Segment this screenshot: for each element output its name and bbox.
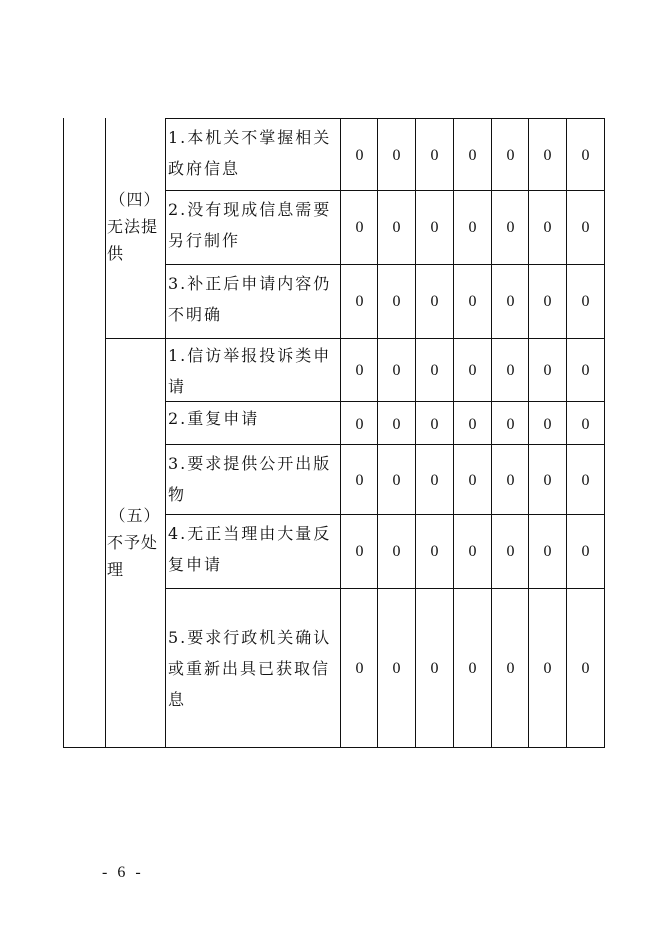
col-divider [165,118,166,748]
value-cell: 0 [581,416,590,433]
value-cell: 0 [468,219,477,236]
value-cell: 0 [543,147,552,164]
value-cell: 0 [543,416,552,433]
value-cell: 0 [355,472,364,489]
value-cell: 0 [506,660,515,677]
value-cell: 0 [392,219,401,236]
value-cell: 0 [581,362,590,379]
value-cell: 0 [506,147,515,164]
item-text: 2.没有现成信息需要 另行制作 [168,200,332,250]
value-cell: 0 [355,362,364,379]
row-divider [165,264,605,265]
value-cell: 0 [468,472,477,489]
value-cell: 0 [543,219,552,236]
row-divider [165,444,605,445]
value-cell: 0 [430,543,439,560]
item-text: 5.要求行政机关确认 或重新出具已获取信 息 [168,628,332,709]
table-bottom-border [63,747,605,748]
value-cell: 0 [581,219,590,236]
value-cell: 0 [506,219,515,236]
value-cell: 0 [392,293,401,310]
value-cell: 0 [543,543,552,560]
value-cell: 0 [392,472,401,489]
row-divider [165,190,605,191]
value-cell: 0 [392,147,401,164]
value-cell: 0 [543,472,552,489]
item-text: 4.无正当理由大量反 复申请 [168,524,332,574]
value-cell: 0 [468,293,477,310]
value-cell: 0 [430,362,439,379]
value-cell: 0 [543,362,552,379]
item-text: 3.要求提供公开出版 物 [168,454,332,504]
value-cell: 0 [468,416,477,433]
value-cell: 0 [392,416,401,433]
item-text: 1.信访举报投诉类申 请 [168,346,332,396]
value-cell: 0 [392,362,401,379]
category-label-not-processed: （五） 不予处 理 [107,506,161,579]
value-cell: 0 [430,416,439,433]
value-cell: 0 [468,147,477,164]
value-cell: 0 [430,472,439,489]
value-cell: 0 [355,543,364,560]
value-cell: 0 [355,147,364,164]
value-cell: 0 [430,219,439,236]
category-label-unable-to-provide: （四） 无法提 供 [107,190,161,263]
row-divider [165,588,605,589]
table-left-border [63,118,64,748]
value-cell: 0 [506,293,515,310]
value-cell: 0 [355,660,364,677]
value-cell: 0 [581,660,590,677]
value-cell: 0 [581,543,590,560]
value-cell: 0 [392,543,401,560]
value-cell: 0 [430,293,439,310]
value-cell: 0 [468,660,477,677]
col-divider [105,118,106,748]
group-divider [105,338,605,339]
value-cell: 0 [355,293,364,310]
value-cell: 0 [543,293,552,310]
value-cell: 0 [543,660,552,677]
value-cell: 0 [581,147,590,164]
value-cell: 0 [355,219,364,236]
value-cell: 0 [355,416,364,433]
value-cell: 0 [506,472,515,489]
item-text: 2.重复申请 [168,409,260,428]
value-cell: 0 [506,543,515,560]
row-divider [165,118,605,119]
value-cell: 0 [581,472,590,489]
item-text: 3.补正后申请内容仍 不明确 [168,274,332,324]
value-cell: 0 [468,362,477,379]
row-divider [165,514,605,515]
page-number: - 6 - [102,864,144,881]
value-cell: 0 [581,293,590,310]
value-cell: 0 [506,416,515,433]
value-cell: 0 [430,660,439,677]
value-cell: 0 [468,543,477,560]
item-text: 1.本机关不掌握相关 政府信息 [168,128,332,178]
value-cell: 0 [430,147,439,164]
value-cell: 0 [392,660,401,677]
table-right-border [604,118,605,748]
value-cell: 0 [506,362,515,379]
